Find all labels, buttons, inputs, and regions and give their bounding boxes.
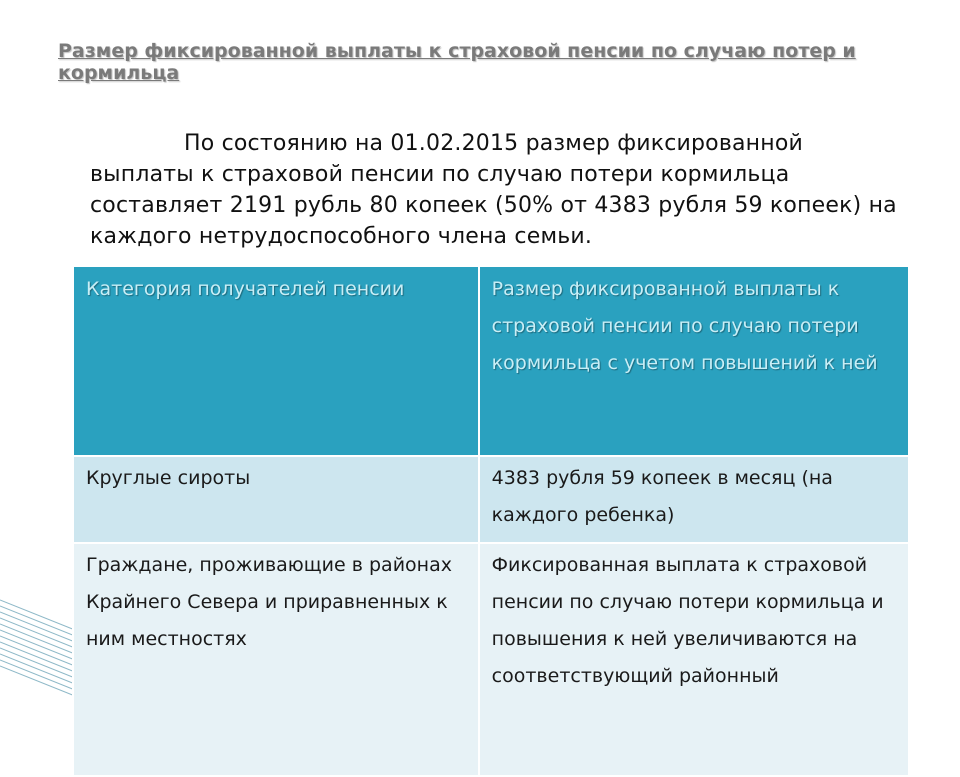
header-category: Категория получателей пенсии: [73, 266, 479, 456]
table-row: [73, 456, 909, 543]
table-header-row: [73, 266, 909, 456]
cell-amount: Фиксированная выплата к страховой пенсии по случаю потери кормильца и повышения к ней увеличиваются на соответствующий районный: [479, 543, 909, 776]
pension-table: [72, 265, 910, 777]
cell-category: Круглые сироты: [73, 456, 479, 543]
intro-paragraph: [90, 128, 902, 252]
cell-amount: 4383 рубля 59 копеек в месяц (на каждого ребенка): [479, 456, 909, 543]
slide-title: Размер фиксированной выплаты к страховой пенсии по случаю потер и кормильца: [58, 40, 856, 84]
table-row: [73, 543, 909, 776]
cell-category: Граждане, проживающие в районах Крайнего Севера и приравненных к ним местностях: [73, 543, 479, 776]
header-amount: Размер фиксированной выплаты к страховой пенсии по случаю потери кормильца с учетом повышений к ней: [479, 266, 909, 456]
intro-text: По состоянию на 01.02.2015 размер фиксированной выплаты к страховой пенсии по случаю потери кормильца составляет 2191 рубль 80 копеек (50% от 4383 рубля 59 копеек) на каждого нетрудоспособного члена семьи.: [90, 131, 897, 249]
decorative-stripes: [0, 560, 80, 720]
